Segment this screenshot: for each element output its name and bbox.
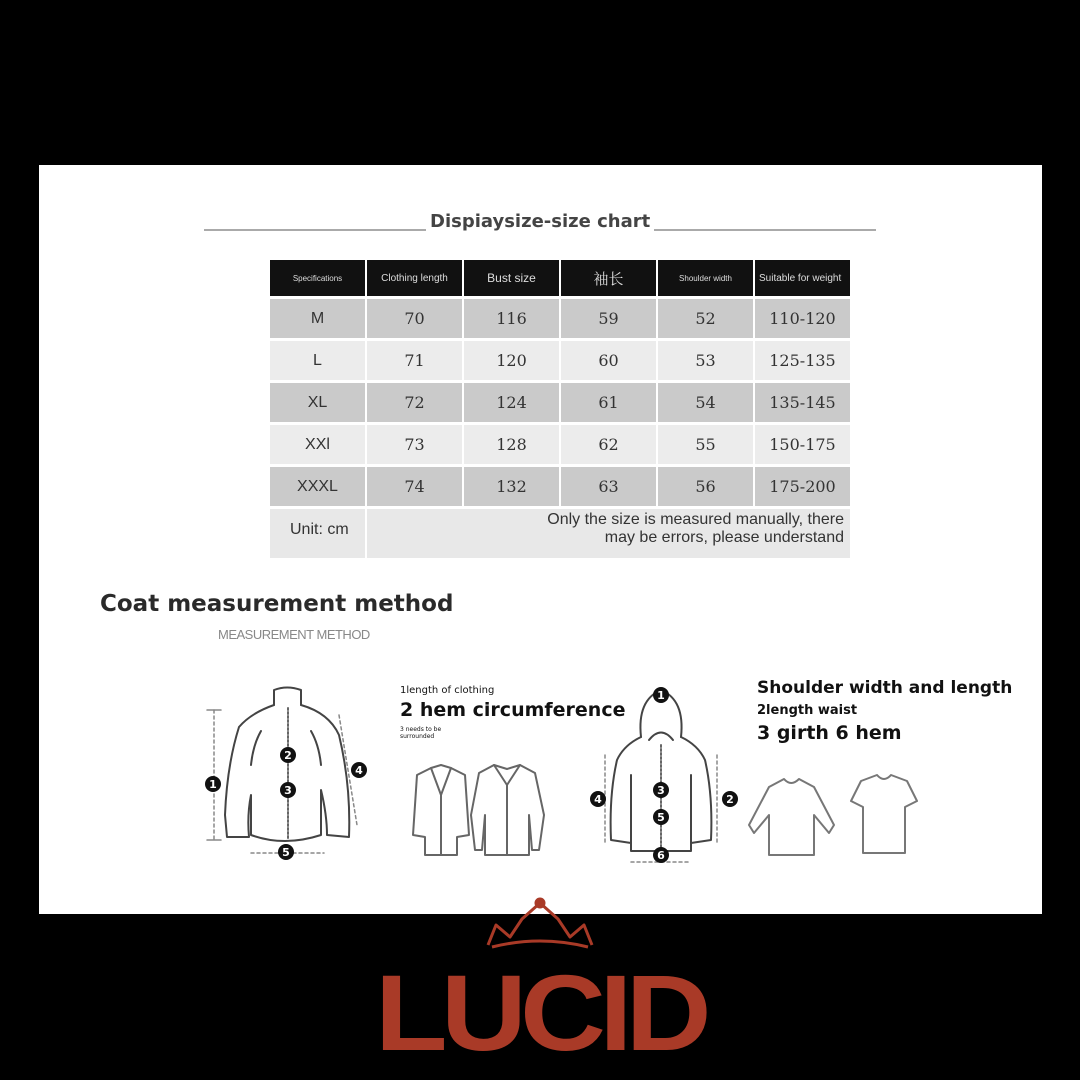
- size-cell: L: [270, 341, 365, 380]
- header-clothing-length: Clothing length: [367, 260, 462, 296]
- long-sleeve-tee-illustration: [749, 779, 834, 855]
- blazer-illustration: [413, 765, 469, 855]
- header-sleeve-length: 袖长: [561, 260, 656, 296]
- clothing-length-cell: 71: [367, 341, 462, 380]
- shoulder-cell: 55: [658, 425, 753, 464]
- bust-cell: 116: [464, 299, 559, 338]
- marker-6-hoodie: [653, 847, 669, 863]
- clothing-length-cell: 70: [367, 299, 462, 338]
- left-caption-big: 2 hem circumference: [400, 699, 626, 721]
- left-caption-tiny: 3 needs to be surrounded: [400, 726, 442, 740]
- tee-illustration: [851, 775, 917, 853]
- marker-3-jacket: [280, 782, 296, 798]
- garment-illustrations: [39, 165, 1042, 914]
- header-bust-size: Bust size: [464, 260, 559, 296]
- size-chart-panel: [39, 165, 1042, 914]
- svg-text:3: 3: [657, 784, 665, 797]
- shoulder-cell: 56: [658, 467, 753, 506]
- marker-1-jacket: [205, 776, 221, 792]
- right-caption-line1: Shoulder width and length: [757, 678, 1013, 698]
- header-suitable-weight: Suitable for weight: [755, 260, 850, 296]
- right-caption-line2: 2length waist: [757, 703, 858, 718]
- shoulder-cell: 52: [658, 299, 753, 338]
- jacket-illustration-left: [225, 688, 349, 842]
- measurement-note-text: Only the size is measured manually, there may be errors, please understand: [547, 511, 844, 546]
- marker-badges: [205, 687, 738, 863]
- sleeve-cell: 59: [561, 299, 656, 338]
- svg-text:5: 5: [282, 846, 290, 859]
- bust-cell: 124: [464, 383, 559, 422]
- svg-text:5: 5: [657, 811, 665, 824]
- left-caption-small: 1length of clothing: [400, 685, 495, 696]
- svg-text:3: 3: [284, 784, 292, 797]
- size-cell: XXXL: [270, 467, 365, 506]
- measurement-subtitle: MEASUREMENT METHOD: [218, 627, 370, 642]
- svg-text:2: 2: [284, 749, 292, 762]
- shoulder-cell: 54: [658, 383, 753, 422]
- shirt-illustration: [471, 765, 544, 855]
- svg-text:4: 4: [594, 793, 602, 806]
- brand-wordmark: LUCID: [375, 952, 708, 1060]
- weight-cell: 150-175: [755, 425, 850, 464]
- shoulder-cell: 53: [658, 341, 753, 380]
- size-cell: XL: [270, 383, 365, 422]
- svg-text:6: 6: [657, 849, 665, 862]
- marker-5-jacket: [278, 844, 294, 860]
- size-cell: XXl: [270, 425, 365, 464]
- svg-text:4: 4: [355, 764, 363, 777]
- header-shoulder-width: Shoulder width: [658, 260, 753, 296]
- chart-title: Dispiaysize-size chart: [426, 211, 654, 232]
- weight-cell: 175-200: [755, 467, 850, 506]
- weight-cell: 125-135: [755, 341, 850, 380]
- weight-cell: 110-120: [755, 299, 850, 338]
- sleeve-cell: 60: [561, 341, 656, 380]
- marker-3-hoodie: [653, 782, 669, 798]
- right-caption-line3: 3 girth 6 hem: [757, 722, 902, 744]
- clothing-length-cell: 72: [367, 383, 462, 422]
- marker-1-hoodie: [653, 687, 669, 703]
- marker-2-jacket: [280, 747, 296, 763]
- crown-icon: [488, 899, 592, 947]
- bust-cell: 128: [464, 425, 559, 464]
- svg-text:1: 1: [657, 689, 665, 702]
- clothing-length-cell: 73: [367, 425, 462, 464]
- marker-5-hoodie: [653, 809, 669, 825]
- marker-4-hoodie: [590, 791, 606, 807]
- sleeve-cell: 63: [561, 467, 656, 506]
- weight-cell: 135-145: [755, 383, 850, 422]
- svg-text:2: 2: [726, 793, 734, 806]
- lucid-logo: [360, 895, 720, 1060]
- bust-cell: 132: [464, 467, 559, 506]
- unit-label: Unit: cm: [270, 509, 365, 558]
- clothing-length-cell: 74: [367, 467, 462, 506]
- svg-text:1: 1: [209, 778, 217, 791]
- hoodie-illustration: [611, 690, 712, 851]
- size-cell: M: [270, 299, 365, 338]
- measurement-title: Coat measurement method: [100, 591, 454, 617]
- jacket-left-dimension-lines: [207, 710, 357, 853]
- marker-2-hoodie: [722, 791, 738, 807]
- header-specifications: Specifications: [270, 260, 365, 296]
- sleeve-cell: 61: [561, 383, 656, 422]
- sleeve-cell: 62: [561, 425, 656, 464]
- marker-4-jacket: [351, 762, 367, 778]
- bust-cell: 120: [464, 341, 559, 380]
